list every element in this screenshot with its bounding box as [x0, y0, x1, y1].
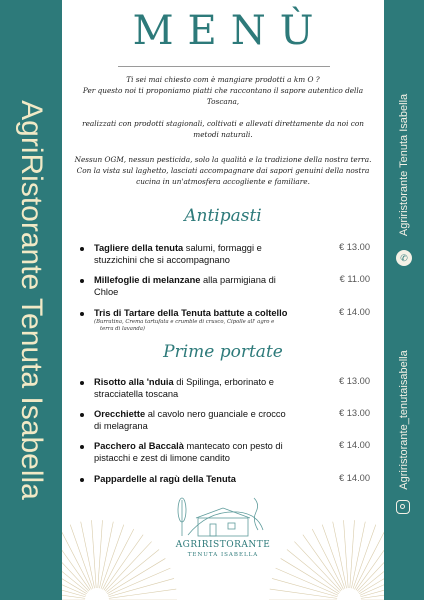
bullet: [80, 312, 84, 316]
bullet: [80, 478, 84, 482]
item-desc: salumi, formaggi e stuzzichini che si accompagnano: [94, 243, 262, 265]
item-name: Orecchiette: [94, 409, 146, 419]
item-name: Tris di Tartare della Tenuta battute a coltello: [94, 308, 288, 318]
logo-subtitle: TENUTA ISABELLA: [187, 552, 259, 558]
intro-line: realizzati con prodotti stagionali, coltivati e allevati direttamente da noi con: [82, 119, 364, 128]
intro-line: Ti sei mai chiesto com è mangiare prodotti a km O ?: [126, 75, 320, 84]
bullet: [80, 279, 84, 283]
item-name: Risotto alla 'nduia: [94, 377, 174, 387]
restaurant-logo: [168, 490, 278, 570]
section-title-antipasti: Antipasti: [184, 206, 262, 226]
bullet: [80, 413, 84, 417]
item-price: € 11.00: [339, 274, 370, 284]
section-title-prime: Prime portate: [163, 342, 283, 362]
side-title: AgriRistorante Tenuta Isabella: [15, 100, 48, 500]
intro-line: Toscana,: [206, 97, 240, 106]
side-instagram-label: Agriristorante_tenutaisabella: [398, 350, 410, 490]
intro-line: cucina in un'atmosfera accogliente e familiare.: [136, 177, 310, 186]
item-desc: alla parmigiana di Chloe: [94, 275, 276, 297]
item-price: € 14.00: [338, 473, 370, 483]
item-name: Pacchero al Baccalà: [94, 441, 184, 451]
bullet: [80, 445, 84, 449]
item-price: € 14.00: [338, 307, 370, 317]
item-price: € 14.00: [338, 440, 370, 450]
menu-sheet: [62, 0, 384, 600]
item-desc: mantecato con pesto di pistacchi e zest di limone candito: [94, 441, 283, 463]
sunburst-ray: [62, 529, 91, 589]
item-price: € 13.00: [338, 376, 370, 386]
bullet: [80, 247, 84, 251]
page-title: MENÙ: [132, 8, 328, 54]
item-name: Tagliere della tenuta: [94, 243, 184, 253]
item-note: terra di lavanda): [100, 326, 145, 332]
whatsapp-icon[interactable]: ✆: [396, 250, 412, 266]
sunburst-ray: [355, 529, 384, 589]
item-price: € 13.00: [338, 408, 370, 418]
item-desc: di Spilinga, erborinato e stracciatella toscana: [94, 377, 274, 399]
item-name: Pappardelle al ragù della Tenuta: [94, 474, 236, 484]
item-desc: al cavolo nero guanciale e crocco di melagrana: [94, 409, 286, 431]
intro-line: Nessun OGM, nessun pesticida, solo la qualità e la tradizione della nostra terra.: [74, 155, 372, 164]
intro-line: Con la vista sul laghetto, lasciati accompagnare dai sapori genuini della nostra: [76, 166, 370, 175]
logo-name: AGRIRISTORANTE: [175, 540, 271, 550]
item-note: (Burratina, Crema tartufata e crumble di crusco, Cipolle all' agro e: [94, 319, 275, 325]
instagram-icon[interactable]: [396, 500, 410, 514]
side-whatsapp-label: Agriristorante Tenuta Isabella: [398, 93, 410, 237]
intro-line: metodi naturali.: [193, 130, 253, 139]
intro-line: Per questo noi ti proponiamo piatti che raccontano il sapore autentico della: [82, 86, 364, 95]
item-price: € 13.00: [338, 242, 370, 252]
item-name: Millefoglie di melanzane: [94, 275, 201, 285]
bullet: [80, 381, 84, 385]
title-divider: [118, 66, 330, 67]
